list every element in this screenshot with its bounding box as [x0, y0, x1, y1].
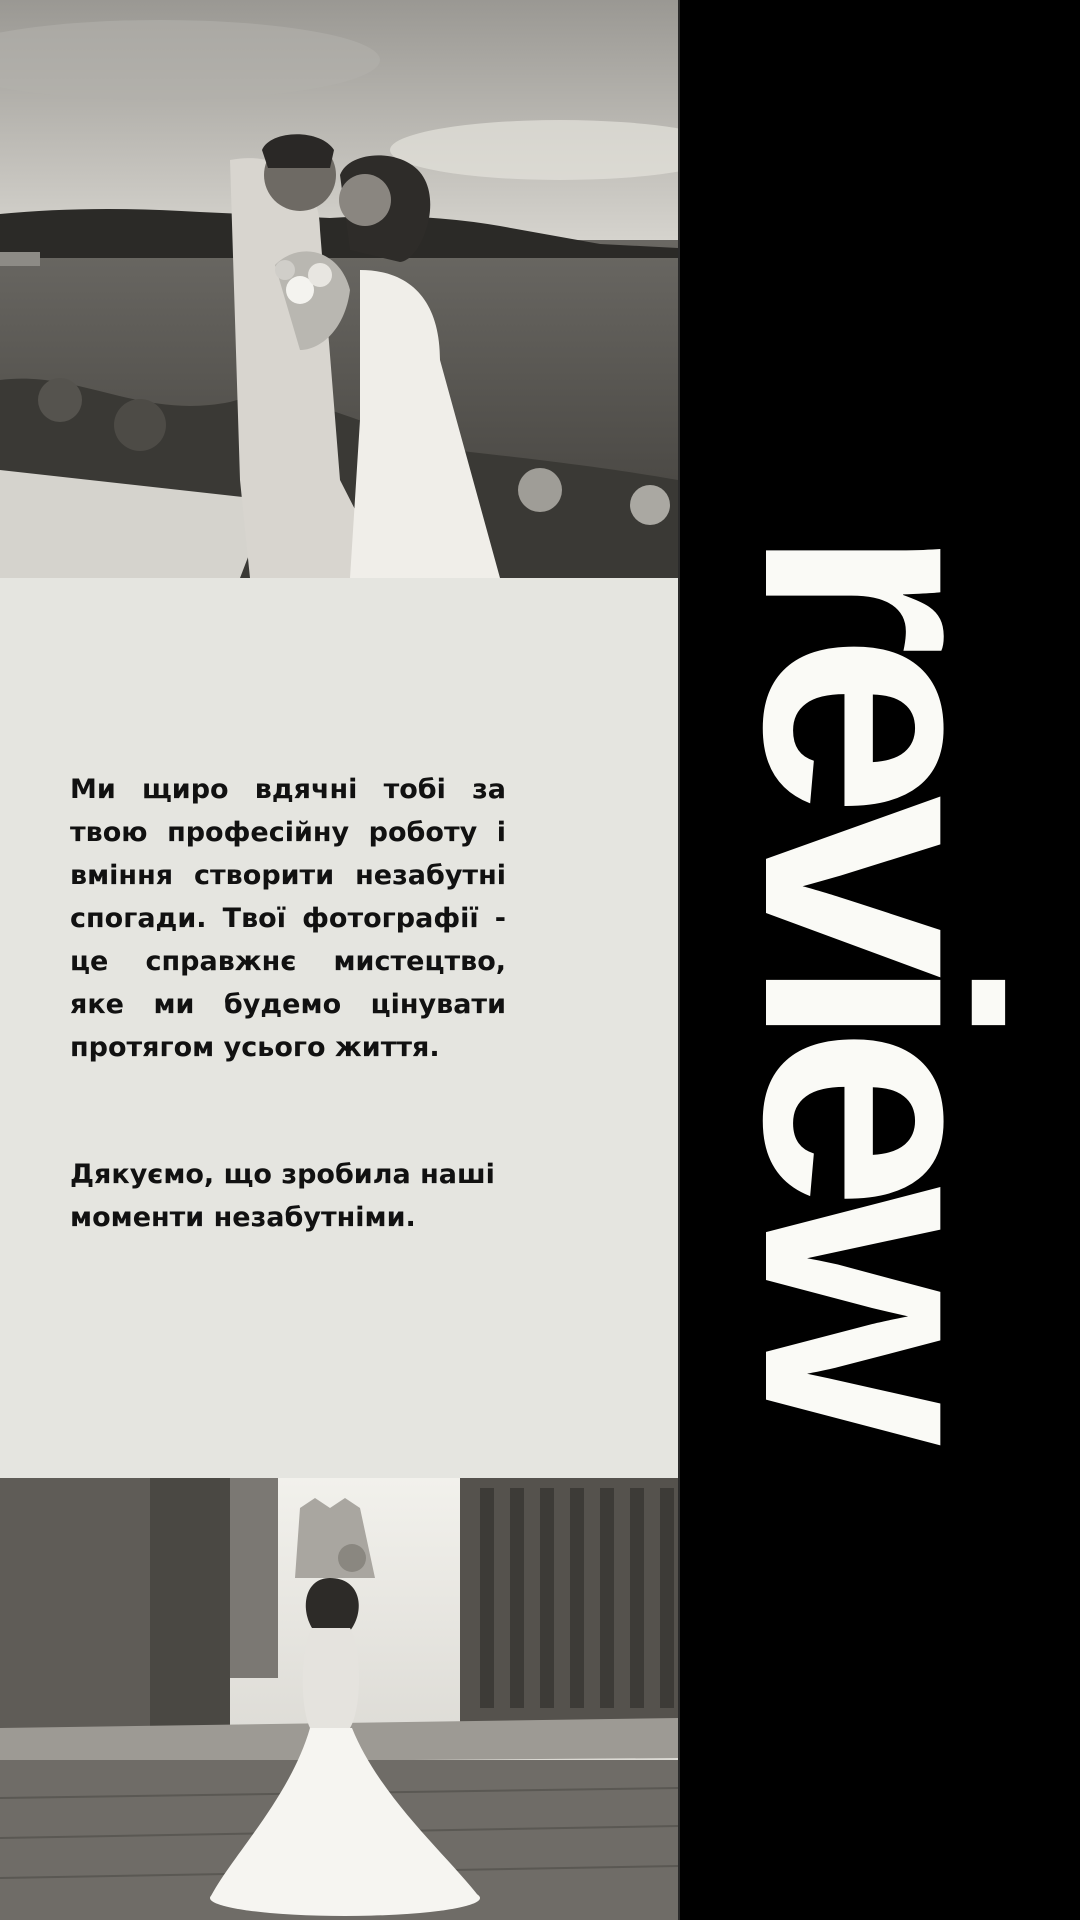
banner-word: review	[696, 527, 1065, 1423]
bride-photo	[0, 1478, 678, 1920]
review-paragraph-1: Ми щиро вдячні тобі за твою професійну роботу і вміння створити незабутні спогади. Твої фотографії - це справжнє мистецтво, яке ми будемо цінувати протягом усього життя.	[70, 774, 506, 1063]
text-panel	[0, 578, 678, 1478]
couple-photo	[0, 0, 678, 578]
side-banner	[678, 0, 1080, 1920]
review-paragraph-2: Дякуємо, що зробила наші моменти незабутніми.	[70, 1159, 495, 1233]
